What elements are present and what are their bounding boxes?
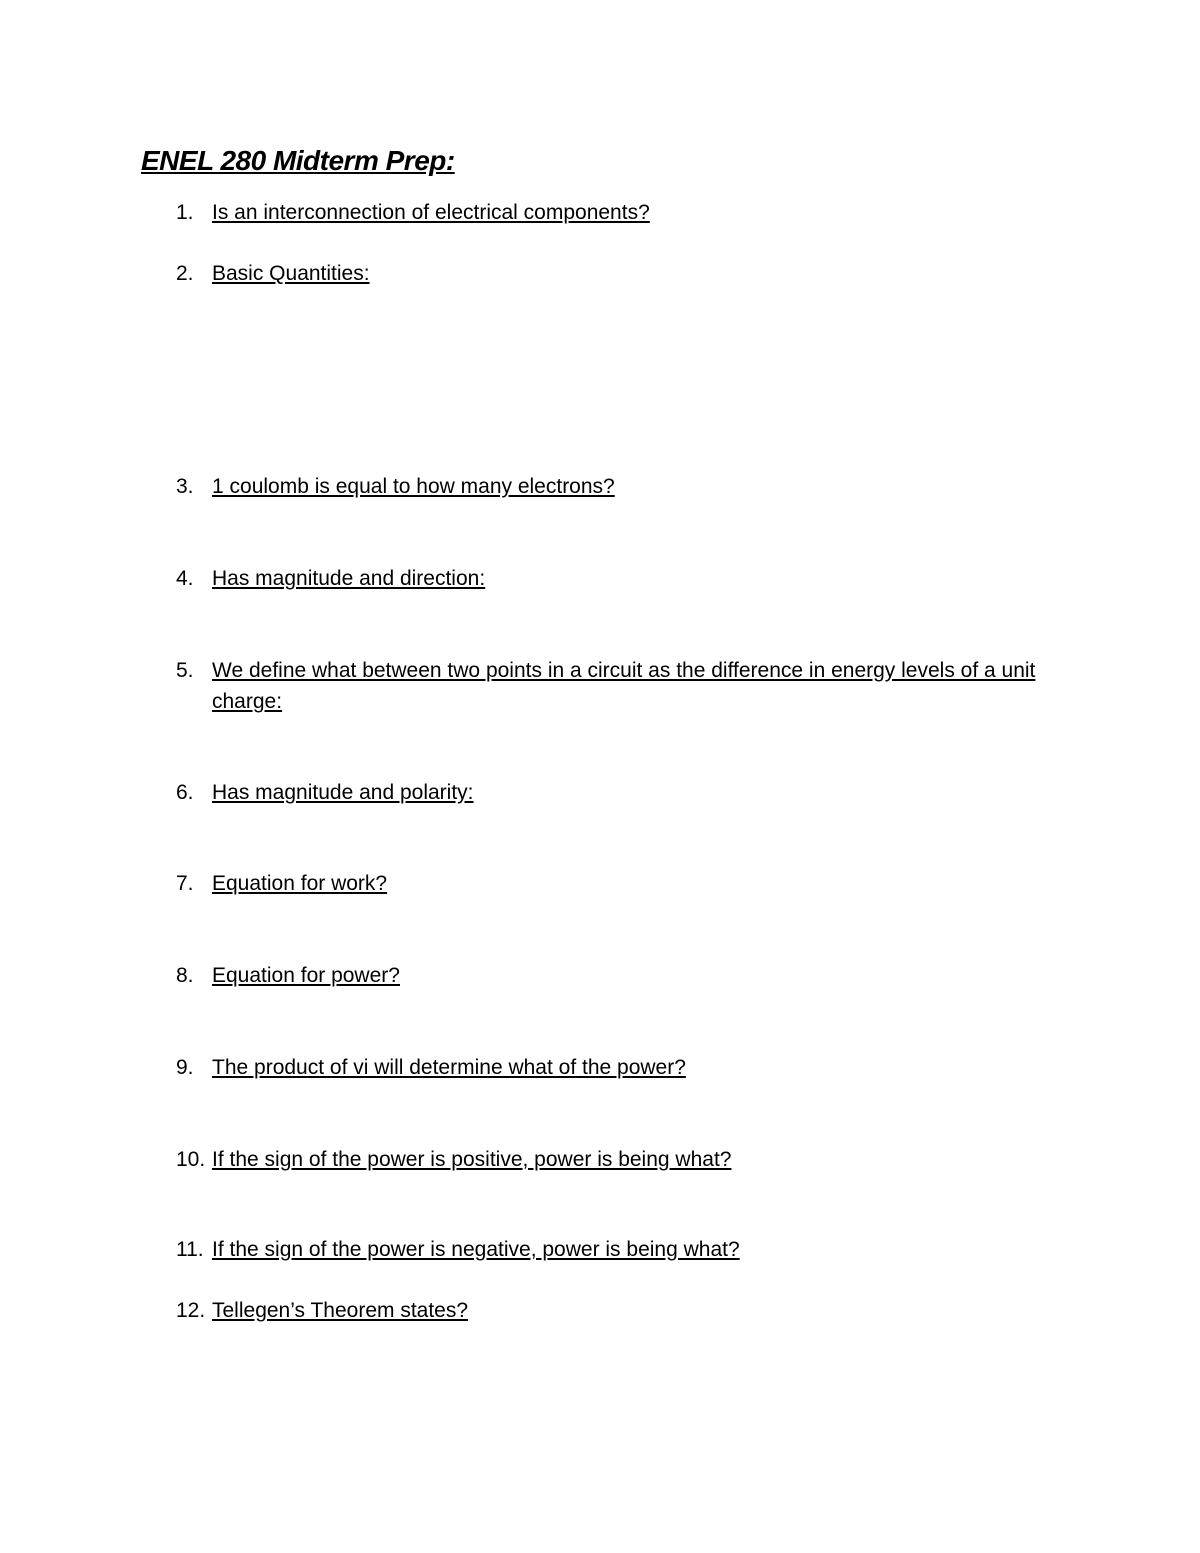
question-2 bbox=[176, 258, 1056, 289]
question-text: Has magnitude and polarity: bbox=[212, 781, 474, 804]
question-text: Tellegen’s Theorem states? bbox=[212, 1299, 469, 1322]
question-12 bbox=[176, 1295, 1056, 1326]
question-7 bbox=[176, 868, 1056, 899]
question-9 bbox=[176, 1052, 1056, 1083]
question-text: Is an interconnection of electrical components? bbox=[212, 201, 650, 224]
question-text: Has magnitude and direction: bbox=[212, 567, 486, 590]
question-number: 5. bbox=[176, 659, 194, 682]
question-number: 2. bbox=[176, 262, 194, 285]
question-10 bbox=[176, 1144, 1056, 1175]
question-number: 12. bbox=[176, 1299, 206, 1322]
question-text: Equation for power? bbox=[212, 964, 400, 987]
question-11 bbox=[176, 1234, 1056, 1265]
question-number: 3. bbox=[176, 475, 194, 498]
question-number: 10. bbox=[176, 1148, 206, 1171]
question-text: The product of vi will determine what of the power? bbox=[212, 1056, 686, 1079]
question-1 bbox=[176, 197, 1056, 228]
question-text: Equation for work? bbox=[212, 872, 388, 895]
question-text: If the sign of the power is negative, power is being what? bbox=[212, 1238, 740, 1261]
question-text: We define what between two points in a circuit as the difference in energy levels of a unit charge: bbox=[212, 659, 1036, 713]
question-number: 1. bbox=[176, 201, 194, 224]
question-4 bbox=[176, 563, 1056, 594]
question-number: 6. bbox=[176, 781, 194, 804]
page-title: ENEL 280 Midterm Prep: bbox=[141, 145, 455, 176]
question-number: 7. bbox=[176, 872, 194, 895]
question-3 bbox=[176, 471, 1056, 502]
question-5 bbox=[176, 655, 1056, 717]
question-8 bbox=[176, 960, 1056, 991]
question-number: 8. bbox=[176, 964, 194, 987]
question-text: If the sign of the power is positive, power is being what? bbox=[212, 1148, 732, 1171]
question-text: Basic Quantities: bbox=[212, 262, 370, 285]
question-text: 1 coulomb is equal to how many electrons? bbox=[212, 475, 615, 498]
question-number: 11. bbox=[176, 1238, 204, 1261]
question-number: 9. bbox=[176, 1056, 194, 1079]
question-number: 4. bbox=[176, 567, 194, 590]
question-6 bbox=[176, 777, 1056, 808]
